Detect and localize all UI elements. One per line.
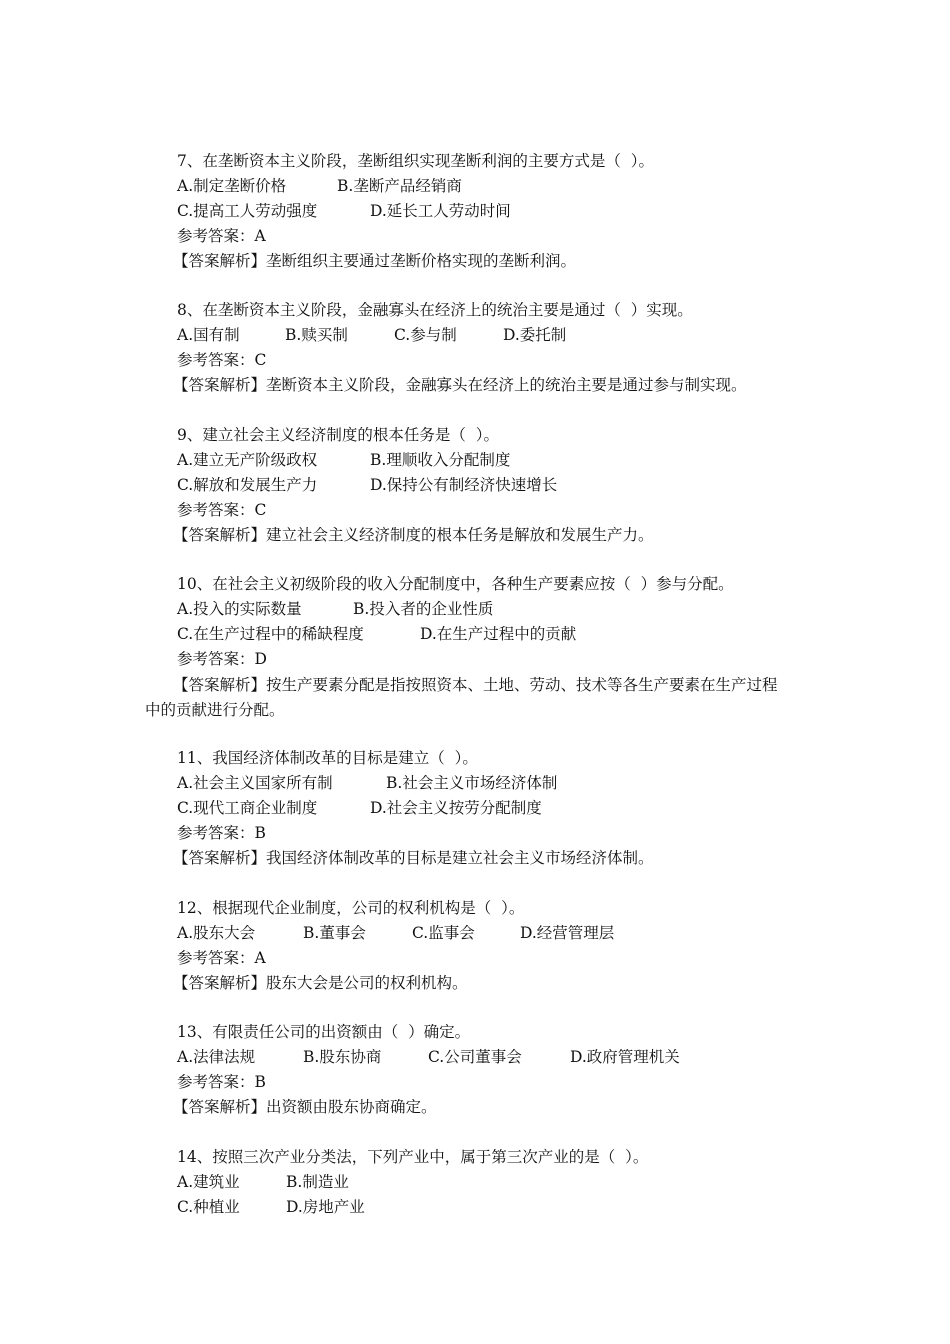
option-c: C.解放和发展生产力 (177, 476, 318, 494)
question-10-stem: 10、在社会主义初级阶段的收入分配制度中，各种生产要素应按（ ）参与分配。 (177, 575, 734, 593)
option-c: C.种植业 (177, 1198, 240, 1216)
question-12-explanation: 【答案解析】股东大会是公司的权利机构。 (173, 974, 468, 992)
question-13-stem: 13、有限责任公司的出资额由（ ）确定。 (177, 1023, 471, 1041)
option-a: A.建立无产阶级政权 (177, 451, 318, 469)
option-b: B.社会主义市场经济体制 (386, 774, 558, 792)
explanation-line-2: 中的贡献进行分配。 (145, 701, 285, 719)
question-8-answer: 参考答案：C (177, 351, 267, 369)
option-d: D.在生产过程中的贡献 (420, 625, 577, 643)
question-7-explanation: 【答案解析】垄断组织主要通过垄断价格实现的垄断利润。 (173, 252, 577, 270)
question-11-explanation: 【答案解析】我国经济体制改革的目标是建立社会主义市场经济体制。 (173, 849, 654, 867)
option-b: B.赎买制 (285, 326, 348, 344)
question-13-answer: 参考答案：B (177, 1073, 266, 1091)
option-d: D.经营管理层 (520, 924, 615, 942)
question-12-answer: 参考答案：A (177, 949, 266, 967)
question-13-explanation: 【答案解析】出资额由股东协商确定。 (173, 1098, 437, 1116)
option-a: A.国有制 (177, 326, 240, 344)
option-d: D.延长工人劳动时间 (370, 202, 511, 220)
option-b: B.投入者的企业性质 (353, 600, 494, 618)
option-d: D.政府管理机关 (570, 1048, 680, 1066)
question-7-answer: 参考答案：A (177, 227, 266, 245)
option-a: A.社会主义国家所有制 (177, 774, 333, 792)
option-a: A.建筑业 (177, 1173, 240, 1191)
question-11-stem: 11、我国经济体制改革的目标是建立（ ）。 (177, 749, 478, 767)
option-a: A.制定垄断价格 (177, 177, 287, 195)
option-b: B.董事会 (303, 924, 366, 942)
option-b: B.股东协商 (303, 1048, 382, 1066)
option-b: B.理顺收入分配制度 (370, 451, 511, 469)
question-12-stem: 12、根据现代企业制度，公司的权利机构是（ ）。 (177, 899, 525, 917)
option-c: C.监事会 (412, 924, 475, 942)
question-7-stem: 7、在垄断资本主义阶段，垄断组织实现垄断利润的主要方式是（ ）。 (177, 152, 654, 170)
question-10-answer: 参考答案：D (177, 650, 267, 668)
question-14-stem: 14、按照三次产业分类法，下列产业中，属于第三次产业的是（ ）。 (177, 1148, 649, 1166)
option-c: C.现代工商企业制度 (177, 799, 318, 817)
question-11-answer: 参考答案：B (177, 824, 266, 842)
question-10-explanation (145, 673, 810, 723)
question-8-explanation: 【答案解析】垄断资本主义阶段，金融寡头在经济上的统治主要是通过参与制实现。 (173, 376, 747, 394)
option-c: C.公司董事会 (428, 1048, 522, 1066)
option-b: B.垄断产品经销商 (337, 177, 462, 195)
question-9-answer: 参考答案：C (177, 501, 267, 519)
question-8-stem: 8、在垄断资本主义阶段，金融寡头在经济上的统治主要是通过（ ）实现。 (177, 301, 693, 319)
question-9-explanation: 【答案解析】建立社会主义经济制度的根本任务是解放和发展生产力。 (173, 526, 654, 544)
option-d: D.委托制 (503, 326, 567, 344)
option-a: A.法律法规 (177, 1048, 256, 1066)
option-a: A.投入的实际数量 (177, 600, 302, 618)
option-b: B.制造业 (286, 1173, 349, 1191)
option-d: D.社会主义按劳分配制度 (370, 799, 542, 817)
explanation-line-1: 【答案解析】按生产要素分配是指按照资本、土地、劳动、技术等各生产要素在生产过程 (173, 676, 778, 694)
option-d: D.房地产业 (286, 1198, 365, 1216)
option-c: C.参与制 (394, 326, 457, 344)
option-c: C.在生产过程中的稀缺程度 (177, 625, 364, 643)
question-9-stem: 9、建立社会主义经济制度的根本任务是（ ）。 (177, 426, 499, 444)
option-a: A.股东大会 (177, 924, 256, 942)
option-d: D.保持公有制经济快速增长 (370, 476, 558, 494)
option-c: C.提高工人劳动强度 (177, 202, 318, 220)
